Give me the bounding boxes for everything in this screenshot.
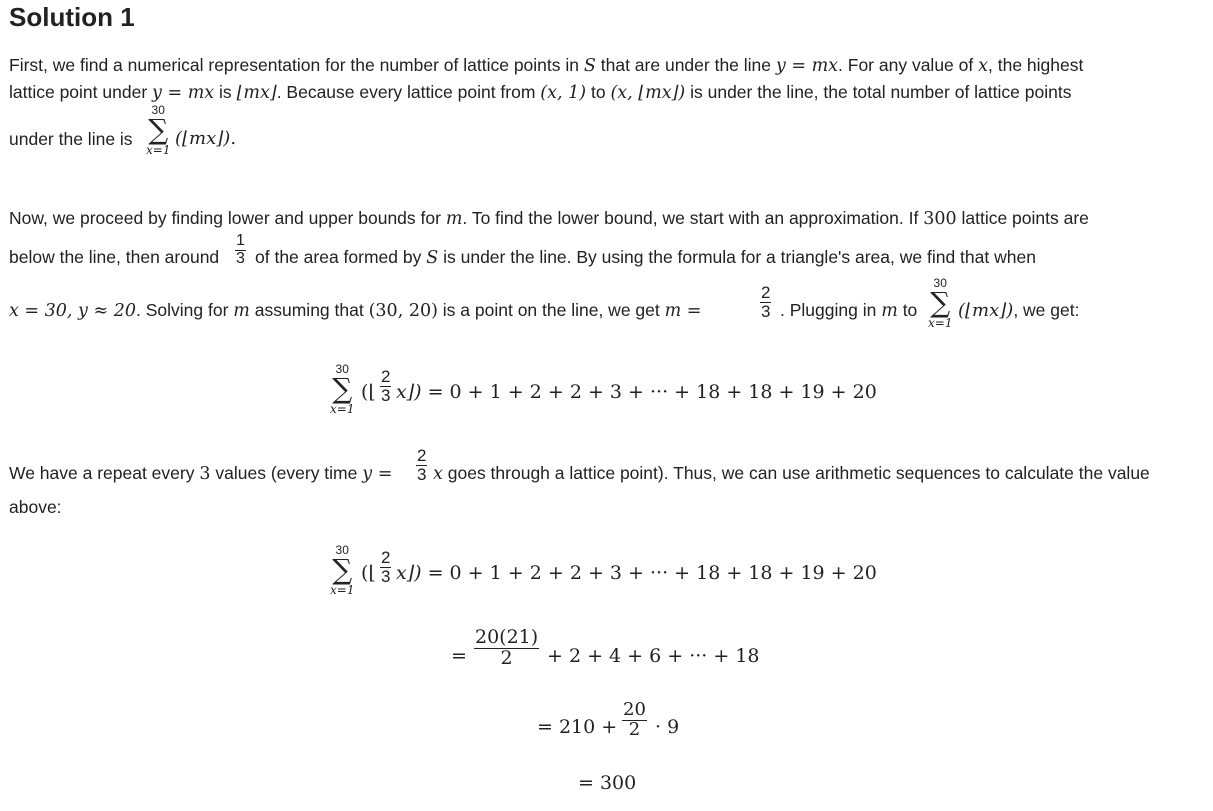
- fraction-m-two-thirds: $\frac{2}{3}$: [761, 283, 771, 321]
- equation-a: 30 ∑ x=1: [330, 362, 355, 416]
- fraction-two-thirds-inline: $\frac{2}{3}$: [417, 446, 427, 484]
- paragraph-3-line-1: We have a repeat every 3 values (every time y =: [9, 463, 393, 484]
- equation-d-fraction: $\frac{20}{2}$: [623, 699, 646, 740]
- paragraph-2-line-2: below the line, then around: [9, 247, 220, 267]
- equation-c-rest: + 2 + 4 + 6 + ··· + 18: [547, 645, 760, 667]
- equation-b-rhs: x⌋) = 0 + 1 + 2 + 2 + 3 + ··· + 18 + 18 + 19 + 20: [396, 562, 877, 584]
- equation-d-eq: = 210 +: [537, 716, 618, 738]
- sum-body-2: (⌊mx⌋), we get:: [958, 300, 1080, 321]
- equation-c-fraction: $\frac{20(21)}{2}$: [475, 626, 539, 669]
- paragraph-2-line-1: Now, we proceed by finding lower and upper bounds for m. To find the lower bound, we start with an approximation. If 300 lattice points are: [9, 208, 1089, 229]
- sum-symbol-1: 30 ∑ x=1: [146, 103, 171, 157]
- paragraph-1-line-1: First, we find a numerical representation for the number of lattice points in S that are under the line y = mx. For any value of x, the highest: [9, 55, 1084, 76]
- paragraph-2-line-3-rest: . Plugging in m to: [780, 300, 918, 321]
- paragraph-2-line-2-rest: of the area formed by S is under the line. By using the formula for a triangle's area, we find that when: [255, 247, 1036, 268]
- equation-b-fraction: $\frac{2}{3}$: [381, 548, 391, 586]
- fraction-one-third: $\frac{1}{3}$: [236, 232, 245, 267]
- solution-heading: Solution 1: [9, 2, 135, 32]
- equation-b-body: (⌊: [361, 562, 376, 584]
- equation-a-fraction: $\frac{2}{3}$: [381, 367, 391, 405]
- equation-c-eq: =: [451, 645, 467, 667]
- equation-a-body: (⌊: [361, 381, 376, 403]
- paragraph-1-line-3: under the line is: [9, 129, 133, 149]
- equation-e: = 300: [578, 772, 637, 794]
- paragraph-3-line-1-rest: x goes through a lattice point). Thus, we can use arithmetic sequences to calculate the value: [433, 463, 1150, 484]
- sum-body-1: (⌊mx⌋).: [175, 128, 237, 149]
- paragraph-3-line-2: above:: [9, 497, 62, 517]
- equation-a-rhs: x⌋) = 0 + 1 + 2 + 2 + 3 + ··· + 18 + 18 + 19 + 20: [396, 381, 877, 403]
- equation-b: 30 ∑ x=1: [330, 543, 355, 597]
- sum-symbol-2: 30 ∑ x=1: [928, 276, 953, 330]
- paragraph-2-line-3: x = 30, y ≈ 20. Solving for m assuming that (30, 20) is a point on the line, we get m =: [9, 300, 702, 321]
- paragraph-1-line-2: lattice point under y = mx is ⌊mx⌋. Because every lattice point from (x, 1) to (x, ⌊mx⌋) is under the line, the total number of lattice points: [9, 82, 1072, 103]
- equation-d-rest: · 9: [655, 716, 680, 738]
